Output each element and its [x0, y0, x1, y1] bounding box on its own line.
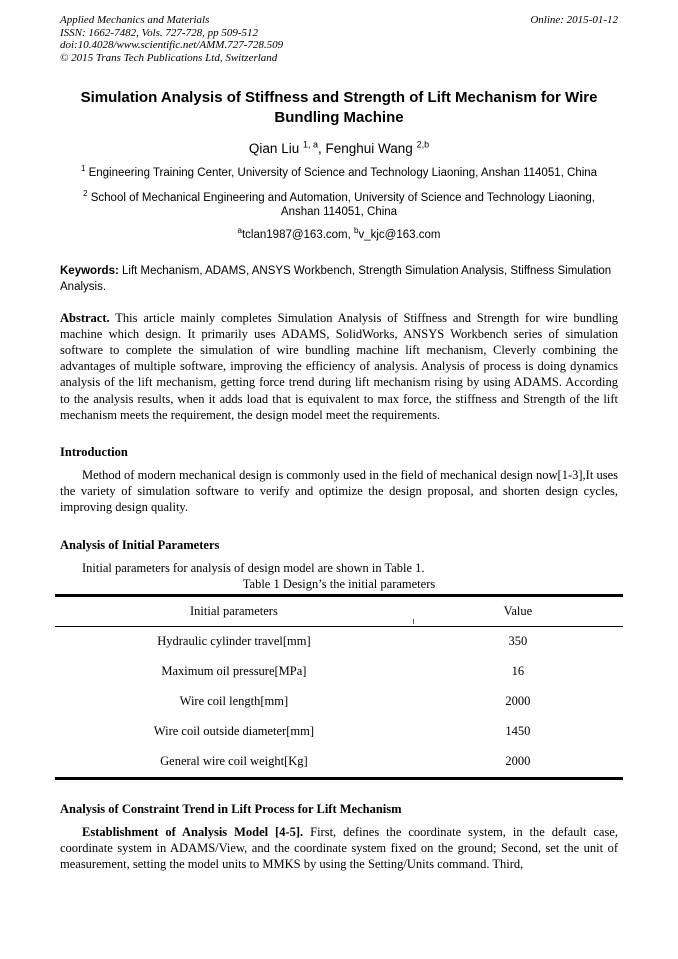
param-cell: Wire coil length[mm] — [179, 694, 289, 709]
abstract-label: Abstract. — [60, 310, 110, 325]
copyright-line: © 2015 Trans Tech Publications Ltd, Switzerland — [60, 51, 278, 64]
initial-parameters-table-wrap — [55, 594, 623, 780]
value-cell: 2000 — [505, 694, 531, 709]
affiliation-1-text: Engineering Training Center, University of Science and Technology Liaoning, Anshan 114051, China — [85, 167, 598, 179]
author-name-1: Qian Liu — [248, 141, 303, 156]
constraint-paragraph — [60, 824, 618, 873]
value-cell: 350 — [508, 634, 528, 649]
keywords-block — [60, 263, 618, 295]
abstract-paragraph — [60, 310, 618, 423]
table-lead-sentence: Initial parameters for analysis of design model are shown in Table 1. — [82, 560, 425, 575]
constraint-text: First, defines the coordinate system, in the default case, coordinate system in ADAMS/View, and the coordinate system fixed on the ground; Second, set the unit of measurement, setting the model units to MMKS by using the Setting/Units command. Third, — [60, 824, 618, 871]
paper-title: Simulation Analysis of Stiffness and Strength of Lift Mechanism for Wire Bundling Machine — [80, 89, 598, 126]
abstract-text: This article mainly completes Simulation Analysis of Stiffness and Strength for wire bundling machine which design. It primarily uses ADAMS, SolidWorks, ANSYS Workbench series of simulation software to complete the simulation of wire bundling machine lift mechanism, Cleverly combining the advantages of multiple software, improving the efficiency of analysis. Analysis of process is doing dynamics analysis of the lift mechanism, getting force trend during lift mechanism rising by using ADAMS. According to the analysis results, when it adds load that is equivalent to max force, the stiffness and Strength of the lift mechanism meets the requirement, the design model meet the requirements. — [60, 310, 618, 422]
constraint-section-heading: Analysis of Constraint Trend in Lift Process for Lift Mechanism — [60, 801, 402, 816]
author-name-2: Fenghui Wang — [325, 141, 417, 156]
journal-name: Applied Mechanics and Materials — [60, 14, 210, 26]
email-separator: , — [347, 228, 355, 241]
doi-line: doi:10.4028/www.scientific.net/AMM.727-728.509 — [60, 39, 284, 51]
affiliation-1 — [69, 166, 609, 181]
affiliation-2 — [69, 188, 609, 220]
email-address-2: v_kjc@163.com — [358, 228, 441, 241]
keywords-label: Keywords: — [60, 264, 119, 277]
author-sup-1: 1, a — [302, 139, 318, 150]
constraint-bold-lead: Establishment of Analysis Model [4-5]. — [82, 824, 304, 839]
value-cell: 16 — [511, 664, 525, 679]
journal-meta-right — [530, 14, 618, 27]
param-cell: Hydraulic cylinder travel[mm] — [157, 634, 311, 649]
param-cell: General wire coil weight[Kg] — [160, 754, 308, 769]
author-sup-2: 2,b — [416, 139, 430, 150]
header-cell-parameter: Initial parameters — [55, 595, 413, 626]
journal-meta-left — [60, 14, 283, 64]
author-emails — [60, 225, 618, 241]
affiliation-2-text: School of Mechanical Engineering and Automation, University of Science and Technology Liaoning, Anshan 114051, China — [87, 191, 595, 218]
issn-line: ISSN: 1662-7482, Vols. 727-728, pp 509-512 — [60, 26, 258, 39]
table-header-row — [55, 595, 623, 626]
online-date: Online: 2015-01-12 — [530, 14, 618, 26]
table-row — [55, 657, 623, 687]
initial-parameters-table — [55, 594, 623, 780]
table-row — [55, 626, 623, 657]
affiliation-1-sup: 1 — [80, 164, 86, 174]
column-divider-tick — [413, 619, 414, 624]
affiliation-2-sup: 2 — [83, 188, 88, 198]
param-cell: Maximum oil pressure[MPa] — [161, 664, 307, 679]
table-row — [55, 687, 623, 717]
email-address-1: tclan1987@163.com — [241, 228, 348, 241]
table-row — [55, 747, 623, 779]
journal-header — [60, 14, 618, 64]
author-separator: , — [317, 141, 326, 156]
introduction-heading: Introduction — [60, 444, 128, 459]
value-cell: 2000 — [505, 754, 531, 769]
initial-parameters-heading: Analysis of Initial Parameters — [60, 537, 220, 552]
table-row — [55, 717, 623, 747]
param-cell: Wire coil outside diameter[mm] — [153, 724, 315, 739]
introduction-paragraph: Method of modern mechanical design is commonly used in the field of mechanical design now[1-3],It uses the variety of simulation software to verify and optimize the design proposal, and shorten design cycles, improving design quality. — [60, 467, 618, 515]
authors-line — [60, 141, 618, 156]
email-sup-a: a — [237, 225, 242, 235]
email-sup-b: b — [354, 225, 359, 235]
keywords-text: Lift Mechanism, ADAMS, ANSYS Workbench, Strength Simulation Analysis, Stiffness Simulation Analysis. — [60, 264, 612, 293]
header-cell-value: Value — [413, 595, 623, 626]
table-caption: Table 1 Design’s the initial parameters — [242, 576, 436, 591]
value-cell: 1450 — [505, 724, 531, 739]
